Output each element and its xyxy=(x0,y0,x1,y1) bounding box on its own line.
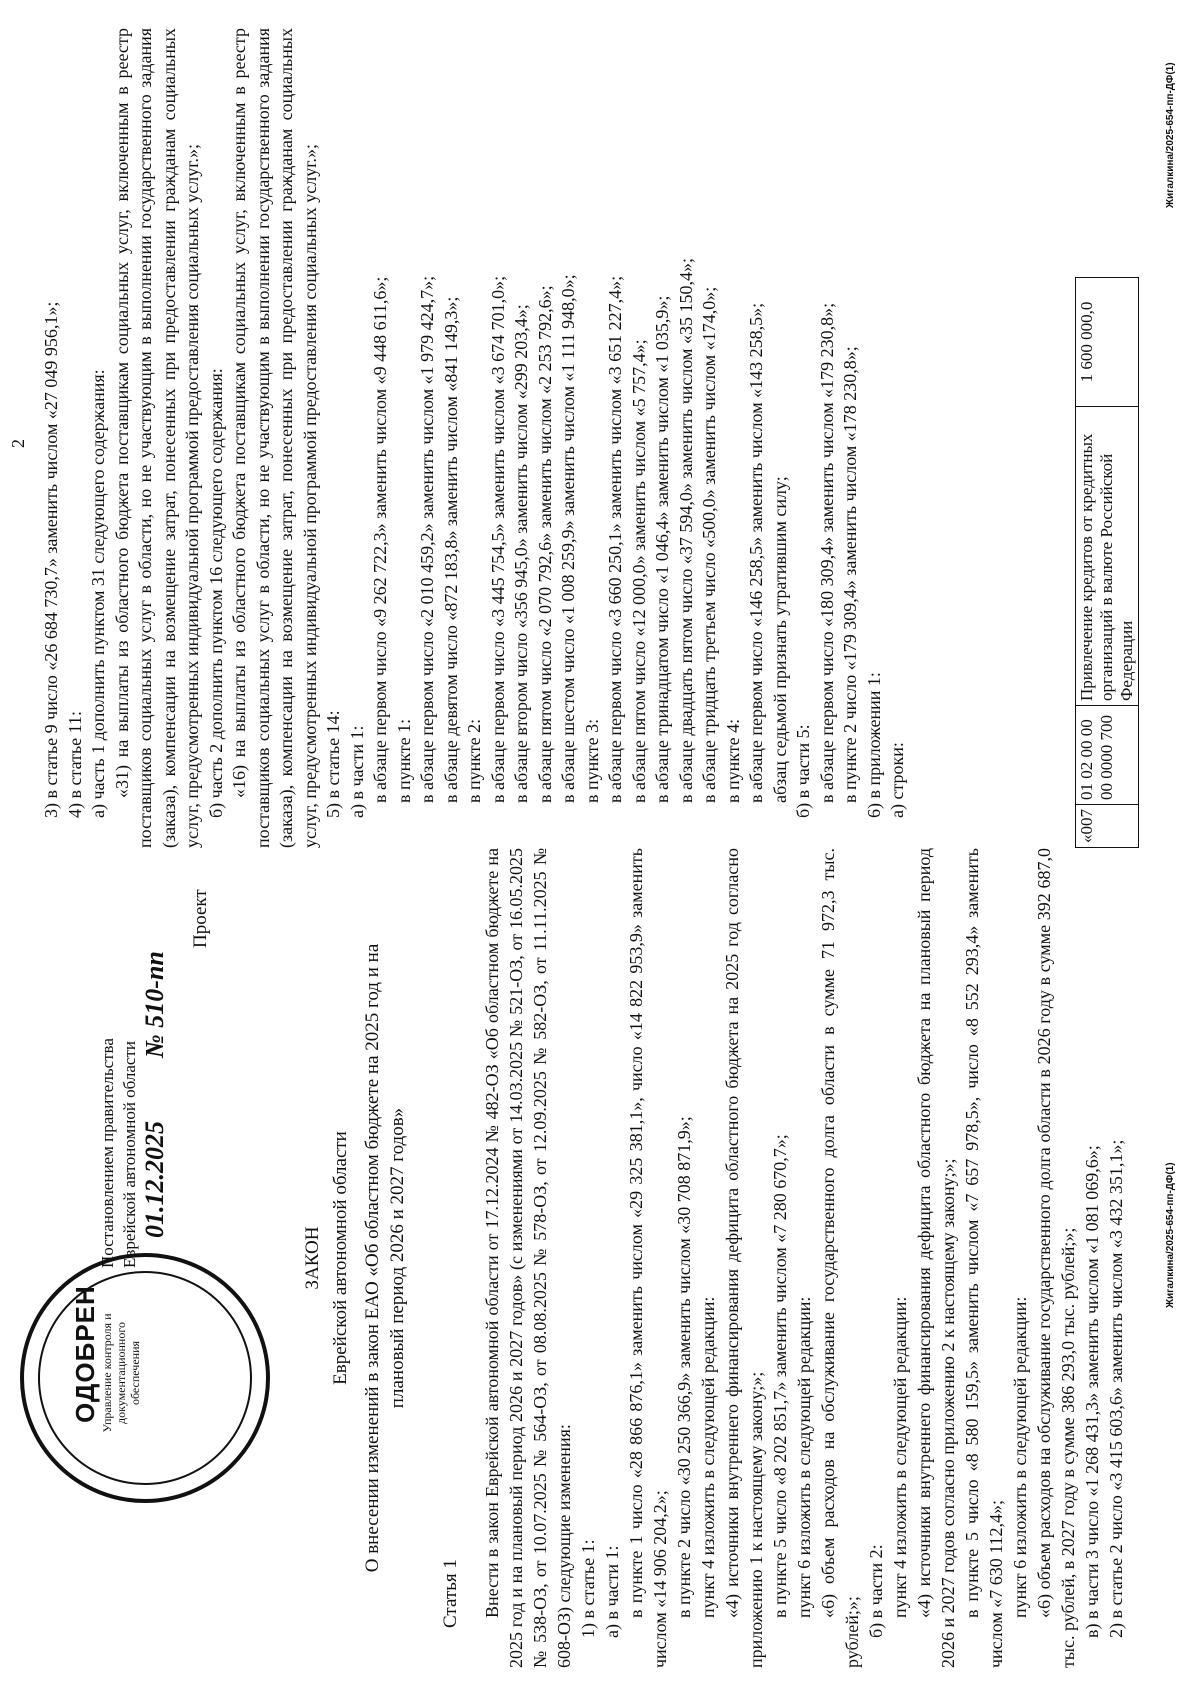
approval-line-1: Постановлением правительства xyxy=(98,1038,117,1268)
left-paragraph: в пункте 5 число «8 580 159,5» заменить числом «7 657 978,5», число «8 552 293,4» заменить числом «7 630 112,4»; xyxy=(962,848,1006,1668)
law-subtitle: Еврейской автономной области xyxy=(330,1131,351,1385)
table-cell-value: 1 600 000,0 xyxy=(1076,278,1139,407)
left-paragraph: 2) в статье 2 число «3 415 603,6» заменить числом «3 432 351,1»; xyxy=(1106,1139,1126,1638)
right-paragraph: в абзаце двадцать пятом число «37 594,0» заменить числом «35 150,4»; xyxy=(675,258,696,803)
article-title: Статья 1 xyxy=(440,1559,461,1628)
table-row xyxy=(1076,278,1139,848)
right-paragraph: в абзаце первом число «3 445 754,5» заменить числом «3 674 701,0»; xyxy=(487,275,508,803)
right-paragraph: в абзаце первом число «180 309,4» заменить числом «179 230,8»; xyxy=(816,302,837,803)
right-paragraph: а) в части 1: xyxy=(346,725,367,818)
credit-table xyxy=(1075,277,1139,848)
right-paragraph: в абзаце первом число «3 660 250,1» заменить числом «3 651 227,4»; xyxy=(605,275,625,803)
left-paragraph: «4) источники внутреннего финансирования дефицита областного бюджета на плановый период 2026 и 2027 годов согласно приложению 2 к настоящему закону;»; xyxy=(914,848,958,1668)
project-label: Проект xyxy=(190,889,211,948)
right-paragraph: в абзаце первом число «9 262 722,3» заменить числом «9 448 611,6»; xyxy=(370,276,390,803)
right-paragraph: в абзаце пятом число «2 070 792,6» заменить числом «2 253 792,6»; xyxy=(534,285,555,803)
right-paragraph: в абзаце пятом число «12 000,0» заменить числом «5 757,4»; xyxy=(628,339,649,803)
right-paragraph: б) часть 2 дополнить пунктом 16 следующего содержания: xyxy=(205,368,226,818)
right-paragraph: в абзаце тринадцатом число «1 046,4» заменить числом «1 035,9»; xyxy=(652,295,672,803)
law-title: ЗАКОН xyxy=(302,1226,323,1290)
approval-number: № 510-пп xyxy=(140,951,169,1058)
left-paragraph: пункт 4 изложить в следующей редакции: xyxy=(698,1296,718,1618)
left-paragraph: Внести в закон Еврейской автономной области от 17.12.2024 № 482-ОЗ «Об областном бюджете на 2025 год и на плановый период 2026 и 2027 годов» (с изменениями от 14.03.2025 № 521-ОЗ, от 16.05.2025 № 538-ОЗ, от 10.07.2025 № 564-ОЗ, от 08.08.2025 № 578-ОЗ, от 12.09.2025 № 582-ОЗ, от 11.11.2025 № 608-ОЗ) следующие изменения: xyxy=(482,848,574,1668)
table-cell-name: Привлечение кредитов от кредитных организаций в валюте Российской Федерации xyxy=(1076,407,1139,706)
right-paragraph: в абзаце девятом число «872 183,8» заменить числом «841 149,3»; xyxy=(440,296,461,803)
right-paragraph: б) в части 5: xyxy=(793,724,813,818)
right-paragraph: 6) в приложении 1: xyxy=(863,672,884,818)
left-paragraph: в) в части 3 число «1 268 431,3» заменить числом «1 081 069,6»; xyxy=(1082,1145,1102,1638)
page-1-footer: Жигалкина/2025-654-пп-ДФ(1) xyxy=(1165,1162,1176,1308)
page-2 xyxy=(0,28,1200,848)
left-page-body xyxy=(480,848,1128,1668)
right-paragraph: в пункте 2 число «179 309,4» заменить числом «178 230,8»; xyxy=(840,346,860,803)
left-paragraph: «6) объем расходов на обслуживание государственного долга области в 2026 году в сумме 392 687,0 тыс. рублей, в 2027 году в сумме 386 293,0 тыс. рублей;»; xyxy=(1034,848,1078,1668)
right-paragraph: в абзаце втором число «356 945,0» заменить числом «299 203,4»; xyxy=(511,304,531,803)
table-cell-code: 01 02 00 00 00 0000 700 xyxy=(1076,706,1139,805)
left-paragraph: «4) источники внутреннего финансирования дефицита областного бюджета на 2025 год согласно приложению 1 к настоящему закону;»; xyxy=(722,848,766,1668)
left-paragraph: в пункте 1 число «28 866 876,1» заменить числом «29 325 381,1», число «14 822 953,9» заменить числом «14 906 204,2»; xyxy=(626,848,670,1668)
right-paragraph: в абзаце первом число «146 258,5» заменить числом «143 258,5»; xyxy=(746,302,766,803)
approval-stamp xyxy=(20,1253,270,1503)
right-paragraph: в абзаце тридцать третьем число «500,0» заменить числом «174,0»; xyxy=(699,286,719,803)
page-2-footer: Жигалкина/2025-654-пп-ДФ(1) xyxy=(1165,62,1176,208)
left-paragraph: б) в части 2: xyxy=(866,1544,886,1638)
left-paragraph: пункт 6 изложить в следующей редакции: xyxy=(1010,1296,1030,1618)
right-paragraph: в пункте 3: xyxy=(581,718,602,803)
left-paragraph: пункт 6 изложить в следующей редакции: xyxy=(794,1296,814,1618)
table-cell-prefix: «007 xyxy=(1076,805,1139,848)
right-page-body xyxy=(40,28,910,848)
left-paragraph: в пункте 2 число «30 250 366,9» заменить числом «30 708 871,9»; xyxy=(674,1116,694,1618)
left-paragraph: пункт 4 изложить в следующей редакции: xyxy=(890,1296,910,1618)
right-paragraph: в пункте 2: xyxy=(464,718,484,803)
stamp-inner-text: Управление контроля и документационного обеспечения xyxy=(100,1313,142,1433)
stamp-approved-text: ОДОБРЕН xyxy=(70,1285,100,1423)
left-paragraph: 1) в статье 1: xyxy=(578,1539,598,1638)
right-paragraph: а) часть 1 дополнить пунктом 31 следующего содержания: xyxy=(88,369,108,818)
right-paragraph: в пункте 1: xyxy=(393,718,414,803)
right-paragraph: 5) в статье 14: xyxy=(323,710,343,818)
left-paragraph: а) в части 1: xyxy=(602,1545,622,1638)
right-paragraph: в пункте 4: xyxy=(722,718,743,803)
approval-date: 01.12.2025 xyxy=(140,1121,169,1238)
page-number: 2 xyxy=(8,439,28,448)
law-about: О внесении изменений в закон ЕАО «Об областном бюджете на 2025 год и на плановый период 2026 и 2027 годов» xyxy=(362,943,408,1573)
approval-line-2: Еврейской автономной области xyxy=(120,1040,139,1268)
right-paragraph: «31) на выплаты из областного бюджета поставщикам социальных услуг, включенным в реестр поставщиков социальных услуг в области, но не участвующим в выполнении государственного задания (заказа), компенсации на возмещение затрат, понесенных при предоставлении гражданам социальных услуг, предусмотренных индивидуальной программой предоставления социальных услуг.»; xyxy=(111,28,202,848)
right-paragraph: в абзаце шестом число «1 008 259,9» заменить числом «1 111 948,0»; xyxy=(558,274,578,803)
left-paragraph: «6) объем расходов на обслуживание государственного долга области в сумме 71 972,3 тыс. рублей;»; xyxy=(818,848,862,1668)
right-paragraph: а) строки: xyxy=(887,742,907,818)
page-1 xyxy=(0,848,1200,1668)
right-paragraph: в абзаце первом число «2 010 459,2» заменить числом «1 979 424,7»; xyxy=(417,275,437,803)
right-paragraph: 3) в статье 9 число «26 684 730,7» заменить числом «27 049 956,1»; xyxy=(41,301,61,818)
left-paragraph: в пункте 5 число «8 202 851,7» заменить числом «7 280 670,7»; xyxy=(770,1134,790,1618)
right-paragraph: 4) в статье 11: xyxy=(64,711,85,818)
right-paragraph: абзац седьмой признать утратившим силу; xyxy=(769,476,790,803)
right-paragraph: «16) на выплаты из областного бюджета поставщикам социальных услуг, включенным в реестр поставщиков социальных услуг в области, но не участвующим в выполнении государственного задания (заказа), компенсации на возмещение затрат, понесенных при предоставлении гражданам социальных услуг, предусмотренных индивидуальной программой предоставления социальных услуг.»; xyxy=(229,28,320,848)
